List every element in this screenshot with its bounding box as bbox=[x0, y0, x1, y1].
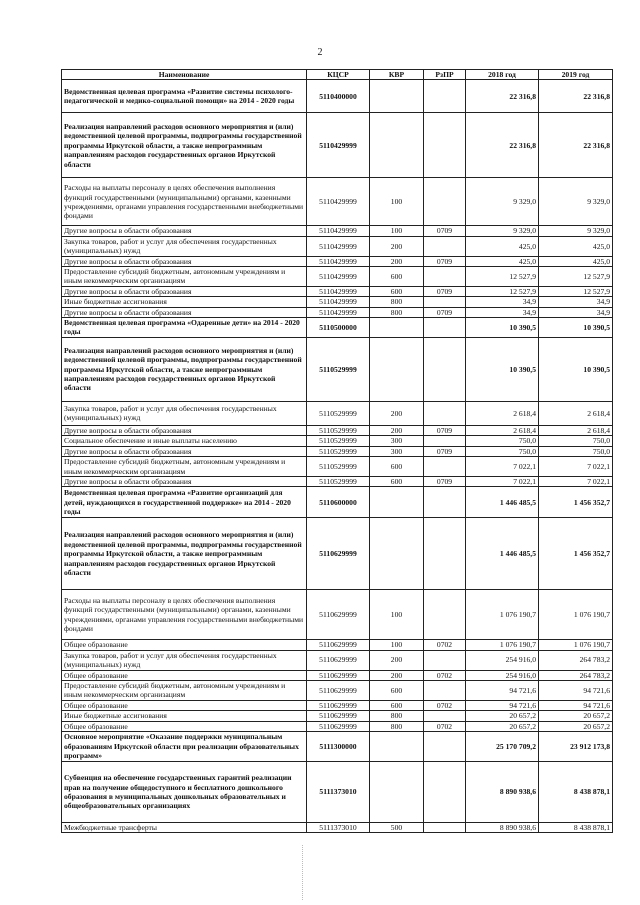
row-name: Реализация направлений расходов основного мероприятия и (или) ведомственной целевой программы, подпрограммы государственной программы Иркутской области, а также непрограммным направлениям расходов государственных органов Иркутской области bbox=[62, 113, 307, 178]
row-amount-2018: 9 329,0 bbox=[466, 178, 539, 226]
row-amount-2019: 1 456 352,7 bbox=[539, 487, 613, 518]
row-kvr: 200 bbox=[370, 401, 424, 425]
row-name: Расходы на выплаты персоналу в целях обеспечения выполнения функций государственными (муниципальными) органами, казенными учреждениями, органами управления государственными внебюджетными фондами bbox=[62, 590, 307, 640]
row-kvr bbox=[370, 487, 424, 518]
row-kvr: 200 bbox=[370, 236, 424, 256]
row-amount-2019: 20 657,2 bbox=[539, 721, 613, 731]
row-amount-2018: 22 316,8 bbox=[466, 80, 539, 113]
table-row bbox=[62, 822, 613, 832]
row-rzpr bbox=[424, 680, 466, 700]
row-kvr bbox=[370, 337, 424, 401]
row-kvr: 200 bbox=[370, 425, 424, 435]
row-kcsr: 5110529999 bbox=[307, 436, 370, 446]
row-amount-2019: 1 076 190,7 bbox=[539, 640, 613, 650]
row-rzpr bbox=[424, 236, 466, 256]
row-kvr bbox=[370, 731, 424, 761]
row-kvr: 200 bbox=[370, 670, 424, 680]
row-name: Другие вопросы в области образования bbox=[62, 226, 307, 236]
row-kvr: 300 bbox=[370, 436, 424, 446]
budget-table bbox=[61, 69, 613, 833]
header-2018: 2018 год bbox=[466, 70, 539, 80]
row-kcsr: 5111300000 bbox=[307, 731, 370, 761]
table-header-row bbox=[62, 70, 613, 80]
row-kvr bbox=[370, 113, 424, 178]
row-amount-2019: 264 783,2 bbox=[539, 670, 613, 680]
row-name: Ведомственная целевая программа «Развитие организаций для детей, нуждающихся в государственной поддержке» на 2014 - 2020 годы bbox=[62, 487, 307, 518]
table-row bbox=[62, 337, 613, 401]
row-rzpr bbox=[424, 518, 466, 590]
row-name: Реализация направлений расходов основного мероприятия и (или) ведомственной целевой программы, подпрограммы государственной программы Иркутской области, а также непрограммным направлениям расходов государственных органов Иркутской области bbox=[62, 337, 307, 401]
table-row bbox=[62, 286, 613, 296]
row-kcsr: 5110529999 bbox=[307, 337, 370, 401]
row-kvr: 100 bbox=[370, 226, 424, 236]
row-amount-2018: 425,0 bbox=[466, 236, 539, 256]
row-amount-2018: 7 022,1 bbox=[466, 476, 539, 486]
row-amount-2018: 10 390,5 bbox=[466, 337, 539, 401]
row-kvr bbox=[370, 80, 424, 113]
row-amount-2019: 10 390,5 bbox=[539, 337, 613, 401]
table-row bbox=[62, 178, 613, 226]
header-rzpr: РзПР bbox=[424, 70, 466, 80]
row-name: Другие вопросы в области образования bbox=[62, 286, 307, 296]
header-kvr: КВР bbox=[370, 70, 424, 80]
row-name: Межбюджетные трансферты bbox=[62, 822, 307, 832]
row-kvr: 600 bbox=[370, 267, 424, 287]
row-name: Общее образование bbox=[62, 700, 307, 710]
row-kvr: 600 bbox=[370, 700, 424, 710]
row-kvr: 600 bbox=[370, 476, 424, 486]
row-amount-2019: 23 912 173,8 bbox=[539, 731, 613, 761]
row-name: Субвенция на обеспечение государственных гарантий реализации прав на получение общедоступного и бесплатного дошкольного образования в муниципальных дошкольных образовательных и общеобразовательных организациях bbox=[62, 761, 307, 822]
table-row bbox=[62, 721, 613, 731]
row-rzpr bbox=[424, 178, 466, 226]
table-row bbox=[62, 226, 613, 236]
row-kcsr: 5110429999 bbox=[307, 297, 370, 307]
row-kvr: 800 bbox=[370, 307, 424, 317]
header-2019: 2019 год bbox=[539, 70, 613, 80]
row-kcsr: 5110529999 bbox=[307, 425, 370, 435]
row-kcsr: 5110429999 bbox=[307, 256, 370, 266]
row-amount-2019: 22 316,8 bbox=[539, 80, 613, 113]
row-kvr: 200 bbox=[370, 650, 424, 670]
row-amount-2019: 9 329,0 bbox=[539, 226, 613, 236]
row-rzpr bbox=[424, 590, 466, 640]
row-kvr: 600 bbox=[370, 457, 424, 477]
row-rzpr bbox=[424, 731, 466, 761]
row-name: Общее образование bbox=[62, 640, 307, 650]
row-amount-2019: 9 329,0 bbox=[539, 178, 613, 226]
row-kvr: 300 bbox=[370, 446, 424, 456]
row-amount-2018: 750,0 bbox=[466, 436, 539, 446]
table-body bbox=[62, 80, 613, 833]
row-amount-2018: 7 022,1 bbox=[466, 457, 539, 477]
table-row bbox=[62, 113, 613, 178]
row-name: Закупка товаров, работ и услуг для обеспечения государственных (муниципальных) нужд bbox=[62, 401, 307, 425]
row-kcsr: 5110600000 bbox=[307, 487, 370, 518]
row-name: Другие вопросы в области образования bbox=[62, 425, 307, 435]
row-kvr: 800 bbox=[370, 721, 424, 731]
row-kcsr: 5110429999 bbox=[307, 236, 370, 256]
row-amount-2018: 9 329,0 bbox=[466, 226, 539, 236]
row-kcsr: 5110400000 bbox=[307, 80, 370, 113]
row-amount-2018: 8 890 938,6 bbox=[466, 761, 539, 822]
row-kcsr: 5110629999 bbox=[307, 590, 370, 640]
table-row bbox=[62, 640, 613, 650]
row-rzpr: 0709 bbox=[424, 446, 466, 456]
row-amount-2018: 12 527,9 bbox=[466, 267, 539, 287]
row-amount-2019: 10 390,5 bbox=[539, 318, 613, 338]
row-name: Общее образование bbox=[62, 670, 307, 680]
table-row bbox=[62, 401, 613, 425]
row-amount-2019: 750,0 bbox=[539, 446, 613, 456]
row-kvr: 100 bbox=[370, 640, 424, 650]
row-amount-2019: 22 316,8 bbox=[539, 113, 613, 178]
row-kvr: 600 bbox=[370, 286, 424, 296]
row-amount-2019: 2 618,4 bbox=[539, 401, 613, 425]
row-name: Предоставление субсидий бюджетным, автономным учреждениям и иным некоммерческим организациям bbox=[62, 680, 307, 700]
row-amount-2018: 425,0 bbox=[466, 256, 539, 266]
row-rzpr bbox=[424, 297, 466, 307]
table-row bbox=[62, 436, 613, 446]
row-name: Иные бюджетные ассигнования bbox=[62, 711, 307, 721]
table-row bbox=[62, 731, 613, 761]
table-row bbox=[62, 80, 613, 113]
row-amount-2018: 2 618,4 bbox=[466, 401, 539, 425]
row-kcsr: 5110529999 bbox=[307, 446, 370, 456]
row-kvr: 200 bbox=[370, 256, 424, 266]
table-row bbox=[62, 457, 613, 477]
row-name: Общее образование bbox=[62, 721, 307, 731]
row-amount-2019: 7 022,1 bbox=[539, 457, 613, 477]
row-kcsr: 5110529999 bbox=[307, 476, 370, 486]
row-amount-2019: 94 721,6 bbox=[539, 680, 613, 700]
row-kvr: 800 bbox=[370, 297, 424, 307]
row-rzpr bbox=[424, 80, 466, 113]
row-kcsr: 5110529999 bbox=[307, 401, 370, 425]
row-kcsr: 5110629999 bbox=[307, 721, 370, 731]
row-rzpr: 0709 bbox=[424, 286, 466, 296]
row-kvr: 100 bbox=[370, 590, 424, 640]
row-amount-2018: 1 076 190,7 bbox=[466, 640, 539, 650]
table-row bbox=[62, 256, 613, 266]
row-kvr bbox=[370, 518, 424, 590]
row-amount-2019: 2 618,4 bbox=[539, 425, 613, 435]
table-row bbox=[62, 590, 613, 640]
row-kcsr: 5110629999 bbox=[307, 700, 370, 710]
row-kcsr: 5110429999 bbox=[307, 267, 370, 287]
row-amount-2018: 2 618,4 bbox=[466, 425, 539, 435]
row-name: Социальное обеспечение и иные выплаты населению bbox=[62, 436, 307, 446]
row-amount-2019: 34,9 bbox=[539, 297, 613, 307]
row-amount-2019: 264 783,2 bbox=[539, 650, 613, 670]
row-name: Иные бюджетные ассигнования bbox=[62, 297, 307, 307]
row-amount-2018: 25 170 709,2 bbox=[466, 731, 539, 761]
table-row bbox=[62, 318, 613, 338]
row-kvr: 800 bbox=[370, 711, 424, 721]
row-amount-2018: 254 916,0 bbox=[466, 670, 539, 680]
row-rzpr bbox=[424, 337, 466, 401]
row-kvr: 100 bbox=[370, 178, 424, 226]
row-kcsr: 5111373010 bbox=[307, 761, 370, 822]
row-amount-2019: 750,0 bbox=[539, 436, 613, 446]
row-rzpr bbox=[424, 401, 466, 425]
row-amount-2019: 34,9 bbox=[539, 307, 613, 317]
row-amount-2018: 20 657,2 bbox=[466, 721, 539, 731]
table-row bbox=[62, 307, 613, 317]
table-row bbox=[62, 425, 613, 435]
row-amount-2019: 425,0 bbox=[539, 236, 613, 256]
row-amount-2019: 12 527,9 bbox=[539, 267, 613, 287]
row-amount-2018: 94 721,6 bbox=[466, 700, 539, 710]
row-name: Предоставление субсидий бюджетным, автономным учреждениям и иным некоммерческим организациям bbox=[62, 267, 307, 287]
row-kcsr: 5110529999 bbox=[307, 457, 370, 477]
header-name: Наименование bbox=[62, 70, 307, 80]
row-rzpr: 0709 bbox=[424, 226, 466, 236]
row-name: Другие вопросы в области образования bbox=[62, 446, 307, 456]
row-kcsr: 5111373010 bbox=[307, 822, 370, 832]
row-kcsr: 5110429999 bbox=[307, 307, 370, 317]
row-rzpr bbox=[424, 761, 466, 822]
row-rzpr: 0702 bbox=[424, 640, 466, 650]
table-row bbox=[62, 700, 613, 710]
row-name: Ведомственная целевая программа «Одаренные дети» на 2014 - 2020 годы bbox=[62, 318, 307, 338]
budget-table-wrapper bbox=[61, 69, 612, 833]
row-amount-2018: 12 527,9 bbox=[466, 286, 539, 296]
row-amount-2019: 1 456 352,7 bbox=[539, 518, 613, 590]
row-amount-2019: 7 022,1 bbox=[539, 476, 613, 486]
row-amount-2019: 8 438 878,1 bbox=[539, 822, 613, 832]
row-name: Предоставление субсидий бюджетным, автономным учреждениям и иным некоммерческим организациям bbox=[62, 457, 307, 477]
row-name: Основное мероприятие «Оказание поддержки муниципальным образованиям Иркутской области при реализации образовательных программ» bbox=[62, 731, 307, 761]
row-name: Расходы на выплаты персоналу в целях обеспечения выполнения функций государственными (муниципальными) органами, казенными учреждениями, органами управления государственными внебюджетными фондами bbox=[62, 178, 307, 226]
row-name: Реализация направлений расходов основного мероприятия и (или) ведомственной целевой программы, подпрограммы государственной программы Иркутской области, а также непрограммным направлениям расходов государственных органов Иркутской области bbox=[62, 518, 307, 590]
row-amount-2018: 1 446 485,5 bbox=[466, 487, 539, 518]
row-rzpr: 0702 bbox=[424, 670, 466, 680]
row-amount-2018: 34,9 bbox=[466, 307, 539, 317]
row-kcsr: 5110629999 bbox=[307, 670, 370, 680]
row-amount-2018: 10 390,5 bbox=[466, 318, 539, 338]
scan-fold-mark bbox=[302, 845, 323, 900]
table-row bbox=[62, 680, 613, 700]
row-kcsr: 5110629999 bbox=[307, 711, 370, 721]
table-row bbox=[62, 267, 613, 287]
row-kvr: 600 bbox=[370, 680, 424, 700]
header-kcsr: КЦСР bbox=[307, 70, 370, 80]
row-rzpr: 0709 bbox=[424, 256, 466, 266]
table-row bbox=[62, 670, 613, 680]
row-rzpr: 0702 bbox=[424, 721, 466, 731]
row-rzpr bbox=[424, 113, 466, 178]
row-amount-2018: 750,0 bbox=[466, 446, 539, 456]
row-rzpr bbox=[424, 487, 466, 518]
row-rzpr bbox=[424, 457, 466, 477]
row-kcsr: 5110429999 bbox=[307, 226, 370, 236]
row-name: Другие вопросы в области образования bbox=[62, 476, 307, 486]
row-rzpr bbox=[424, 822, 466, 832]
row-kcsr: 5110629999 bbox=[307, 680, 370, 700]
row-rzpr: 0702 bbox=[424, 700, 466, 710]
table-row bbox=[62, 297, 613, 307]
table-row bbox=[62, 476, 613, 486]
row-kvr: 500 bbox=[370, 822, 424, 832]
row-amount-2018: 34,9 bbox=[466, 297, 539, 307]
row-amount-2018: 1 076 190,7 bbox=[466, 590, 539, 640]
row-kcsr: 5110429999 bbox=[307, 286, 370, 296]
row-kvr bbox=[370, 318, 424, 338]
table-row bbox=[62, 711, 613, 721]
row-rzpr bbox=[424, 650, 466, 670]
row-name: Закупка товаров, работ и услуг для обеспечения государственных (муниципальных) нужд bbox=[62, 650, 307, 670]
table-row bbox=[62, 487, 613, 518]
row-kcsr: 5110629999 bbox=[307, 518, 370, 590]
row-kcsr: 5110629999 bbox=[307, 640, 370, 650]
row-kcsr: 5110429999 bbox=[307, 113, 370, 178]
row-amount-2019: 20 657,2 bbox=[539, 711, 613, 721]
row-name: Ведомственная целевая программа «Развитие системы психолого-педагогической и медико-социальной помощи» на 2014 - 2020 годы bbox=[62, 80, 307, 113]
page-number: 2 bbox=[317, 47, 323, 58]
table-row bbox=[62, 446, 613, 456]
row-amount-2019: 8 438 878,1 bbox=[539, 761, 613, 822]
row-amount-2019: 94 721,6 bbox=[539, 700, 613, 710]
row-rzpr: 0709 bbox=[424, 476, 466, 486]
row-name: Другие вопросы в области образования bbox=[62, 256, 307, 266]
row-kcsr: 5110429999 bbox=[307, 178, 370, 226]
row-rzpr: 0709 bbox=[424, 307, 466, 317]
row-amount-2019: 12 527,9 bbox=[539, 286, 613, 296]
row-amount-2018: 94 721,6 bbox=[466, 680, 539, 700]
row-name: Закупка товаров, работ и услуг для обеспечения государственных (муниципальных) нужд bbox=[62, 236, 307, 256]
row-amount-2019: 1 076 190,7 bbox=[539, 590, 613, 640]
row-amount-2018: 22 316,8 bbox=[466, 113, 539, 178]
row-rzpr: 0709 bbox=[424, 425, 466, 435]
row-amount-2018: 1 446 485,5 bbox=[466, 518, 539, 590]
row-rzpr bbox=[424, 711, 466, 721]
table-row bbox=[62, 761, 613, 822]
table-row bbox=[62, 650, 613, 670]
row-amount-2018: 254 916,0 bbox=[466, 650, 539, 670]
row-kcsr: 5110629999 bbox=[307, 650, 370, 670]
row-amount-2019: 425,0 bbox=[539, 256, 613, 266]
row-name: Другие вопросы в области образования bbox=[62, 307, 307, 317]
table-row bbox=[62, 236, 613, 256]
row-rzpr bbox=[424, 267, 466, 287]
table-row bbox=[62, 518, 613, 590]
row-amount-2018: 20 657,2 bbox=[466, 711, 539, 721]
row-rzpr bbox=[424, 436, 466, 446]
row-kcsr: 5110500000 bbox=[307, 318, 370, 338]
row-rzpr bbox=[424, 318, 466, 338]
row-amount-2018: 8 890 938,6 bbox=[466, 822, 539, 832]
row-kvr bbox=[370, 761, 424, 822]
